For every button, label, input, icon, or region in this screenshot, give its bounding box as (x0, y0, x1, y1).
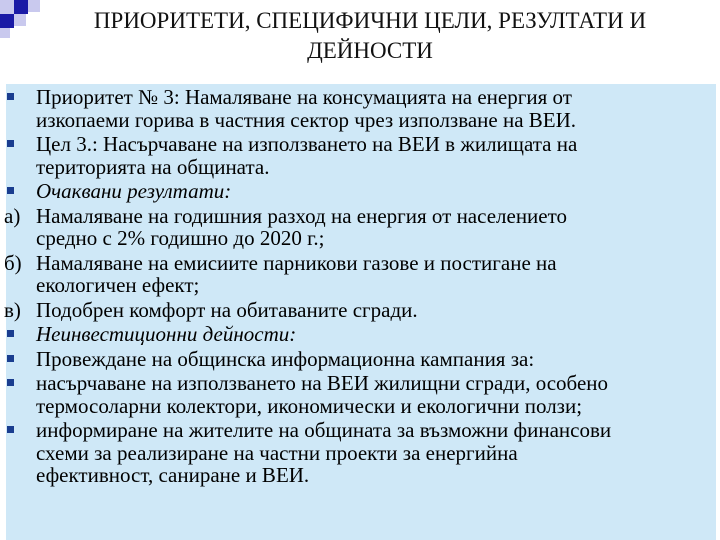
square-bullet-icon (7, 379, 14, 386)
list-item-text-line: информиране на жителите на общината за възможни финансови (36, 418, 612, 442)
list-item-text-line: Намаляване на годишния разход на енергия от населението (36, 203, 568, 228)
square-bullet-icon (7, 355, 14, 362)
list-letter: в) (4, 297, 21, 322)
item-list (6, 86, 711, 489)
slide-title-line-1: ПРИОРИТЕТИ, СПЕЦИФИЧНИ ЦЕЛИ, РЕЗУЛТАТИ И (93, 8, 647, 33)
list-item (6, 86, 711, 131)
list-item (6, 299, 711, 322)
list-item-text-line: насърчаване на използването на ВЕИ жилищни сгради, особено (36, 371, 609, 395)
list-item-text-line: изкопаеми горива в частния сектор чрез използване на ВЕИ. (36, 107, 577, 132)
slide-title-line-2: ДЕЙНОСТИ (307, 38, 433, 63)
square-bullet-icon (7, 187, 14, 194)
list-item (6, 133, 711, 178)
list-item-text-line: Очаквани резултати: (36, 179, 232, 203)
list-item (6, 205, 711, 250)
list-item-text-line: Подобрен комфорт на обитаваните сгради. (36, 297, 418, 322)
square-bullet-icon (7, 140, 14, 147)
list-item-text-line: термосоларни колектори, икономически и екологични ползи; (36, 393, 583, 418)
list-item (6, 348, 711, 371)
square-bullet-icon (7, 93, 14, 100)
list-item-text-line: Намаляване на емисиите парникови газове и постигане на (36, 250, 557, 275)
list-item-text-line: Приоритет № 3: Намаляване на консумацията на енергия от (36, 85, 572, 109)
list-item-text-line: схеми за реализиране на частни проекти за енергийна (36, 440, 518, 465)
list-item-text-line: Провеждане на общинска информационна кампания за: (36, 346, 535, 371)
square-bullet-icon (7, 426, 14, 433)
list-item-text-line: Цел 3.: Насърчаване на използването на ВЕИ в жилищата на (36, 132, 578, 156)
list-letter: б) (4, 250, 22, 275)
content-panel (6, 84, 716, 540)
square-bullet-icon (7, 330, 14, 337)
list-item-text-line: екологичен ефект; (36, 273, 200, 297)
slide-title (40, 6, 700, 66)
list-item (6, 372, 711, 417)
list-item (6, 419, 711, 487)
list-item-text-line: Неинвестиционни дейности: (36, 322, 297, 346)
list-item-text-line: средно с 2% годишно до 2020 г.; (36, 226, 325, 250)
list-item (6, 252, 711, 297)
list-item (6, 323, 711, 346)
list-item-text-line: територията на общината. (36, 154, 270, 179)
list-item-text-line: ефективност, саниране и ВЕИ. (36, 463, 310, 487)
list-letter: а) (4, 203, 21, 228)
list-item (6, 180, 711, 203)
